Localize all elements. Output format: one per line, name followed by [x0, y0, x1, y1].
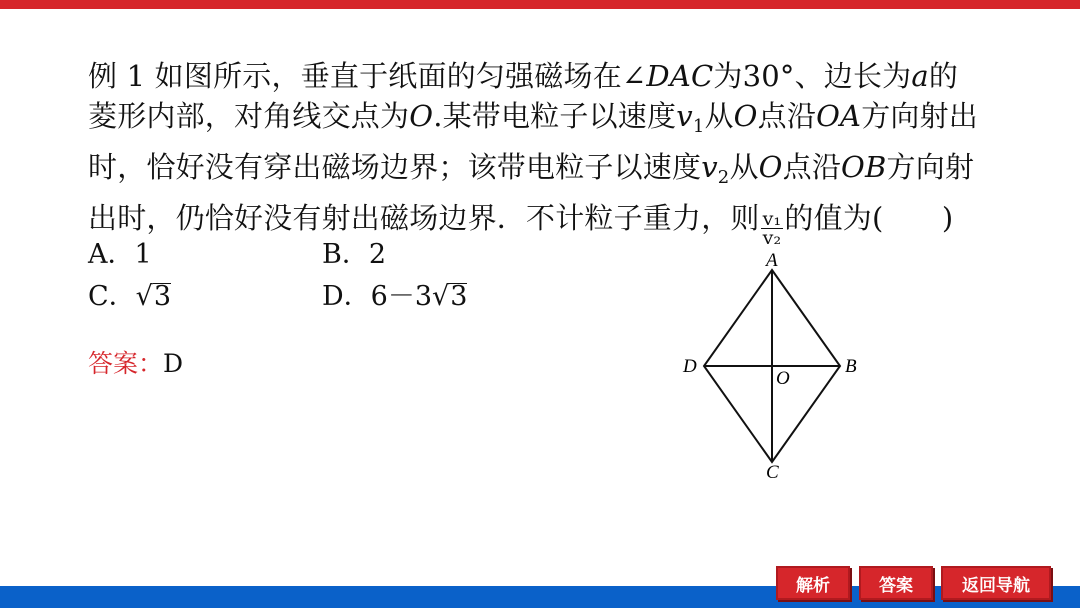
- rhombus-diagram: [680, 248, 880, 482]
- analysis-button[interactable]: 解析: [776, 566, 850, 600]
- question-line-3: 时，恰好没有穿出磁场边界；该带电粒子以速度$v_2$从O点沿OB方向射: [88, 150, 975, 188]
- back-to-nav-button[interactable]: 返回导航: [941, 566, 1051, 600]
- option-b[interactable]: B．2: [322, 239, 387, 270]
- answer-line: [88, 344, 183, 380]
- question-line-2: 菱形内部，对角线交点为O.某带电粒子以速度$v_1$从O点沿OA方向射出: [88, 99, 978, 137]
- vertex-d-label: D: [683, 356, 697, 377]
- center-o-label: O: [776, 368, 790, 389]
- option-d[interactable]: D．6－3√3: [322, 281, 468, 312]
- question-text: [88, 56, 1028, 247]
- option-c[interactable]: C．√3: [88, 281, 172, 312]
- vertex-a-label: A: [766, 250, 778, 271]
- vertex-b-label: B: [845, 356, 857, 377]
- question-line-1: 例 1 如图所示，垂直于纸面的匀强磁场在∠DAC为30°、边长为a的: [88, 59, 959, 93]
- answer-button[interactable]: 答案: [859, 566, 933, 600]
- top-accent-bar: [0, 0, 1080, 9]
- question-line-4: 出时，仍恰好没有射出磁场边界．不计粒子重力，则 $\frac{\text{v₁}}{\text{v₂}}$ 的值为( ): [88, 201, 954, 249]
- answer-value: D: [163, 349, 184, 378]
- option-a[interactable]: A．1: [88, 239, 152, 270]
- answer-label: 答案：: [88, 349, 164, 378]
- vertex-c-label: C: [766, 462, 779, 482]
- velocity-ratio-fraction: $\frac{\text{v₁}}{\text{v₂}}$: [762, 208, 782, 249]
